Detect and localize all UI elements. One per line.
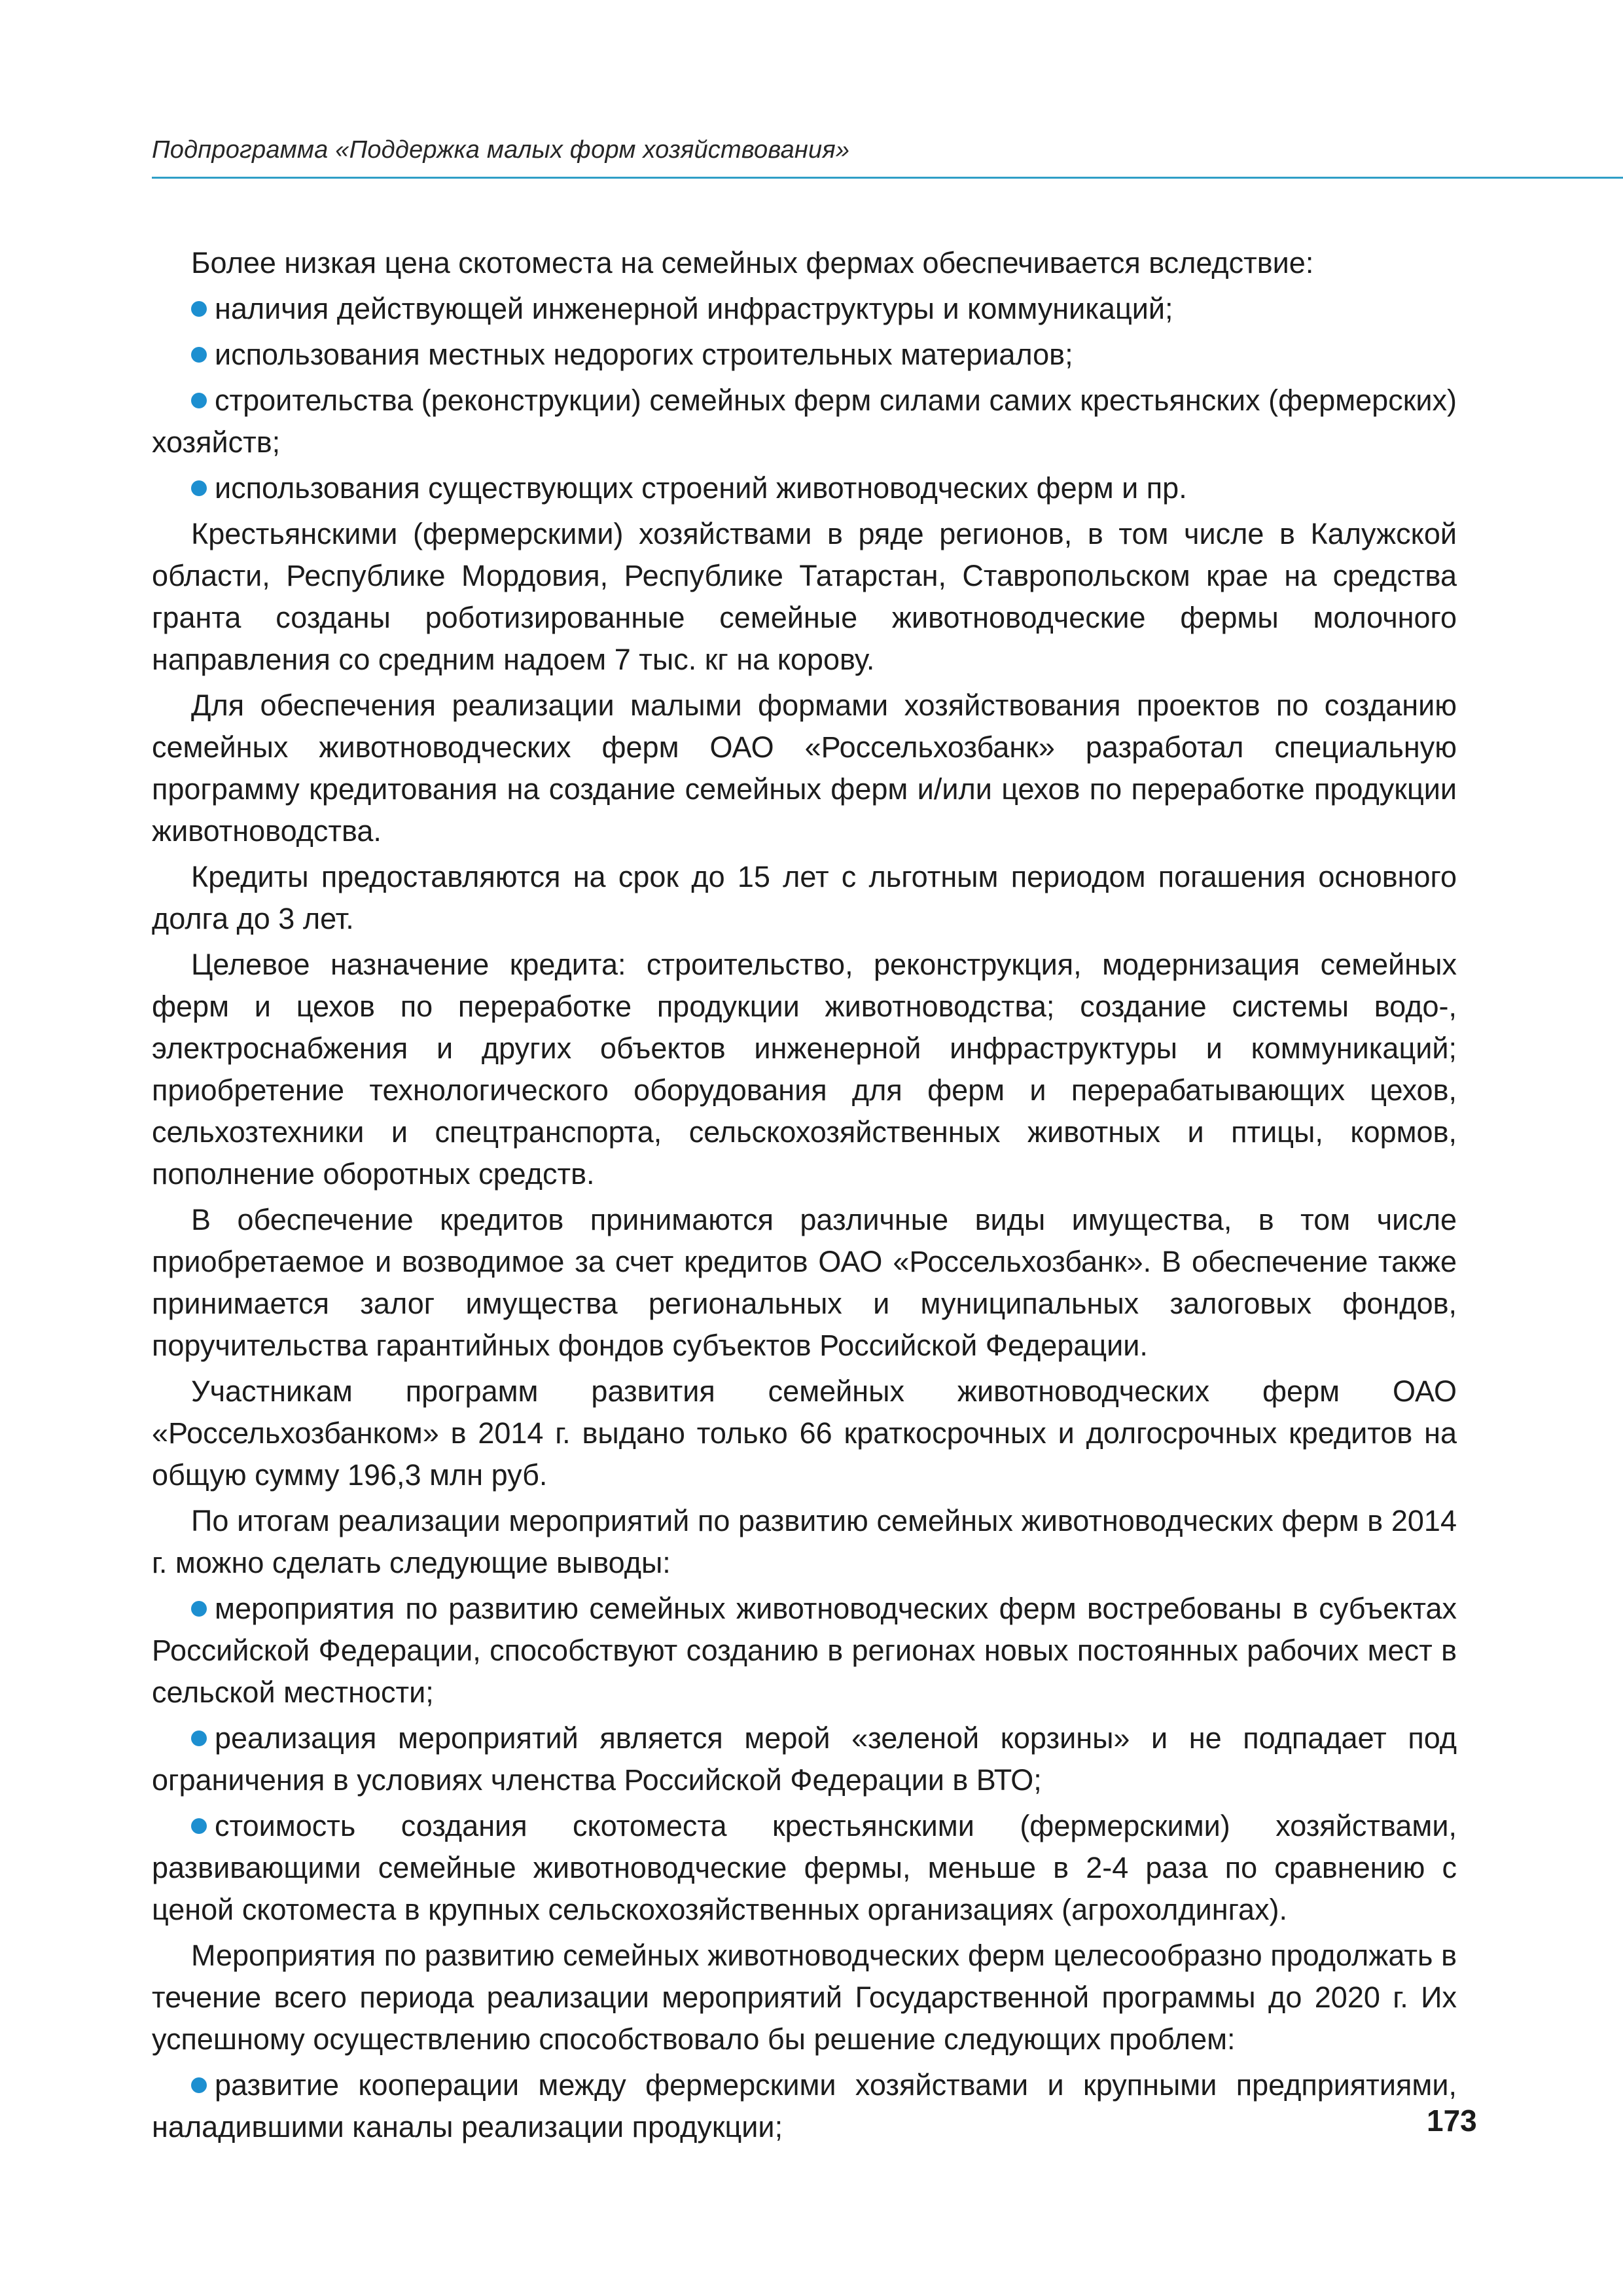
paragraph: Участникам программ развития семейных животноводческих ферм ОАО «Россельхозбанком» в 2014 г. выдано только 66 краткосрочных и долгосрочных кредитов на общую сумму 196,3 млн руб. [152, 1374, 1457, 1492]
paragraph: В обеспечение кредитов принимаются различные виды имущества, в том числе приобретаемое и возводимое за счет кредитов ОАО «Россельхозбанк». В обеспечение также принимается залог имущества региональных и муниципальных залоговых фондов, поручительства гарантийных фондов субъектов Российской Федерации. [152, 1203, 1457, 1362]
paragraph: Более низкая цена скотоместа на семейных фермах обеспечивается вследствие: [191, 246, 1314, 279]
bullet-dot-icon [191, 2077, 207, 2093]
page-number: 173 [1427, 2104, 1477, 2138]
paragraph: Крестьянскими (фермерскими) хозяйствами в ряде регионов, в том числе в Калужской области, Республике Мордовия, Республике Татарстан, Ставропольском крае на средства гранта созданы роботизированные семейные животноводческие фермы молочного направления со средним надоем 7 тыс. кг на корову. [152, 517, 1457, 676]
bullet-text: развитие кооперации между фермерскими хозяйствами и крупными предприятиями, наладившими каналы реализации продукции; [152, 2068, 1457, 2144]
bullet-item [152, 334, 1457, 376]
paragraph: Кредиты предоставляются на срок до 15 лет с льготным периодом погашения основного долга до 3 лет. [152, 860, 1457, 935]
bullet-text: мероприятия по развитию семейных животноводческих ферм востребованы в субъектах Российской Федерации, способствуют созданию в регионах новых постоянных рабочих мест в сельской местности; [152, 1592, 1457, 1709]
paragraph: По итогам реализации мероприятий по развитию семейных животноводческих ферм в 2014 г. можно сделать следующие выводы: [152, 1504, 1457, 1579]
bullet-item [152, 1805, 1457, 1931]
bullet-item [152, 1588, 1457, 1713]
running-header-title: Подпрограмма «Поддержка малых форм хозяйствования» [152, 136, 850, 164]
bullet-dot-icon [191, 1731, 207, 1746]
bullet-dot-icon [191, 1601, 207, 1617]
page-body [152, 242, 1457, 2152]
bullet-item [152, 2064, 1457, 2148]
bullet-dot-icon [191, 347, 207, 363]
bullet-text: реализация мероприятий является мерой «зеленой корзины» и не подпадает под ограничения в условиях членства Российской Федерации в ВТО; [152, 1721, 1457, 1797]
bullet-dot-icon [191, 1818, 207, 1834]
bullet-dot-icon [191, 480, 207, 496]
bullet-dot-icon [191, 393, 207, 408]
bullet-item [152, 1717, 1457, 1801]
paragraph: Мероприятия по развитию семейных животноводческих ферм целесообразно продолжать в течение всего периода реализации мероприятий Государственной программы до 2020 г. Их успешному осуществлению способствовало бы решение следующих проблем: [152, 1939, 1457, 2056]
paragraph: Целевое назначение кредита: строительство, реконструкция, модернизация семейных ферм и цехов по переработке продукции животноводства; создание системы водо-, электроснабжения и других объектов инженерной инфраструктуры и коммуникаций; приобретение технологического оборудования для ферм и перерабатывающих цехов, сельхозтехники и спецтранспорта, сельскохозяйственных животных и птицы, кормов, пополнение оборотных средств. [152, 948, 1457, 1191]
bullet-text: стоимость создания скотоместа крестьянскими (фермерскими) хозяйствами, развивающими семейные животноводческие фермы, меньше в 2-4 раза по сравнению с ценой скотоместа в крупных сельскохозяйственных организациях (агрохолдингах). [152, 1809, 1457, 1926]
bullet-item [152, 467, 1457, 509]
bullet-item [152, 288, 1457, 330]
header-rule [152, 177, 1623, 179]
paragraph: Для обеспечения реализации малыми формами хозяйствования проектов по созданию семейных животноводческих ферм ОАО «Россельхозбанк» разработал специальную программу кредитования на создание семейных ферм и/или цехов по переработке продукции животноводства. [152, 689, 1457, 848]
bullet-text: строительства (реконструкции) семейных ферм силами самих крестьянских (фермерских) хозяйств; [152, 384, 1457, 459]
bullet-dot-icon [191, 301, 207, 317]
bullet-text: использования местных недорогих строительных материалов; [215, 338, 1073, 371]
bullet-item [152, 380, 1457, 463]
bullet-text: использования существующих строений животноводческих ферм и пр. [215, 471, 1187, 505]
bullet-text: наличия действующей инженерной инфраструктуры и коммуникаций; [215, 292, 1173, 325]
